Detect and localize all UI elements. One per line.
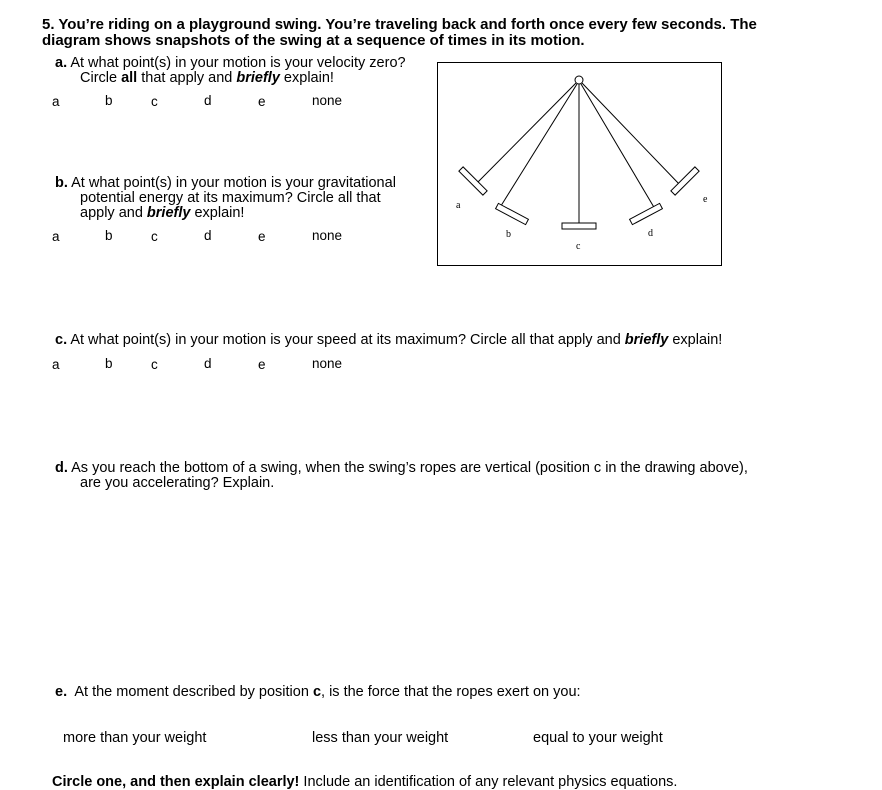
part-d-question <box>55 461 748 476</box>
choice-less-than-weight[interactable]: less than your weight <box>312 730 449 746</box>
position-label-c: c <box>576 241 581 252</box>
part-b-question <box>55 176 396 191</box>
seat-b <box>496 203 529 224</box>
part-b-option-e[interactable]: e <box>258 229 266 244</box>
part-b-bold-italic: briefly <box>146 205 191 221</box>
part-a-bold-italic: briefly <box>236 70 280 86</box>
part-d-label: d. <box>55 460 68 476</box>
part-c-option-b[interactable]: b <box>105 356 113 371</box>
pivot-circle <box>575 76 583 84</box>
part-e-closing-bold: Circle one, and then explain clearly! <box>52 774 300 790</box>
part-a-bold: all <box>121 70 138 86</box>
part-b-option-a[interactable]: a <box>52 229 60 244</box>
part-e-question <box>55 685 581 700</box>
part-c-text: At what point(s) in your motion is your speed at its maximum? Circle all that apply and <box>70 332 625 348</box>
part-a-text: Circle <box>80 70 122 86</box>
part-c-option-d[interactable]: d <box>204 356 212 371</box>
part-e-bold: c <box>312 684 322 700</box>
part-a-line-2 <box>80 71 334 86</box>
part-b-line-3 <box>80 206 244 221</box>
part-a-text: explain! <box>279 70 334 86</box>
problem-title-line-2: diagram shows snapshots of the swing at a sequence of times in its motion. <box>42 32 585 49</box>
choice-more-than-weight[interactable]: more than your weight <box>63 730 207 746</box>
problem-title-line-1: 5. You’re riding on a playground swing. You’re traveling back and forth once every few seconds. The <box>42 16 757 33</box>
rope-b-left <box>499 84 577 209</box>
part-a-option-b[interactable]: b <box>105 93 113 108</box>
part-b-text: explain! <box>190 205 245 221</box>
part-e-closing-text: Include an identification of any relevant physics equations. <box>299 774 678 790</box>
swing-diagram <box>437 62 722 266</box>
part-c-question <box>55 333 722 348</box>
part-e-text: , is the force that the ropes exert on you: <box>321 684 581 700</box>
part-b-line-1: At what point(s) in your motion is your gravitational <box>71 175 396 191</box>
position-label-a: a <box>456 200 461 211</box>
choice-equal-to-weight[interactable]: equal to your weight <box>533 730 663 746</box>
part-a-option-none[interactable]: none <box>312 93 343 108</box>
part-a-question <box>55 56 406 71</box>
seat-e <box>671 167 699 195</box>
part-b-option-none[interactable]: none <box>312 228 343 243</box>
swing-ropes <box>475 83 680 223</box>
part-b-option-d[interactable]: d <box>204 228 212 243</box>
rope-e-right <box>582 83 680 185</box>
part-a-option-a[interactable]: a <box>52 94 60 109</box>
swing-diagram-svg <box>438 63 721 265</box>
part-c-label: c. <box>55 332 68 348</box>
part-b-option-c[interactable]: c <box>151 229 158 244</box>
part-c-option-a[interactable]: a <box>52 357 60 372</box>
part-a-option-e[interactable]: e <box>258 94 266 109</box>
part-a-line-1: At what point(s) in your motion is your velocity zero? <box>70 55 406 71</box>
part-a-option-c[interactable]: c <box>151 94 158 109</box>
position-label-b: b <box>506 229 511 240</box>
part-c-option-e[interactable]: e <box>258 357 266 372</box>
part-e-text: At the moment described by position <box>74 684 313 700</box>
position-label-d: d <box>648 228 653 239</box>
part-d-line-2: are you accelerating? Explain. <box>80 475 275 491</box>
part-b-option-b[interactable]: b <box>105 228 113 243</box>
part-e-label: e. <box>55 684 68 700</box>
part-b-text: apply and <box>80 205 147 221</box>
part-c-option-c[interactable]: c <box>151 357 158 372</box>
seat-c <box>562 223 596 229</box>
seat-d <box>630 203 663 224</box>
part-a-option-d[interactable]: d <box>204 93 212 108</box>
rope-d-right <box>581 84 655 209</box>
part-d-line-1: As you reach the bottom of a swing, when the swing’s ropes are vertical (position c in the drawing above), <box>71 460 748 476</box>
part-a-label: a. <box>55 55 68 71</box>
part-b-label: b. <box>55 175 68 191</box>
part-c-bold-italic: briefly <box>624 332 669 348</box>
part-c-option-none[interactable]: none <box>312 356 343 371</box>
part-b-line-2: potential energy at its maximum? Circle all that <box>80 190 381 206</box>
part-a-text: that apply and <box>137 70 237 86</box>
part-c-text: explain! <box>668 332 723 348</box>
position-label-e: e <box>703 194 708 205</box>
rope-a-left <box>475 83 576 185</box>
seat-a <box>459 167 487 195</box>
